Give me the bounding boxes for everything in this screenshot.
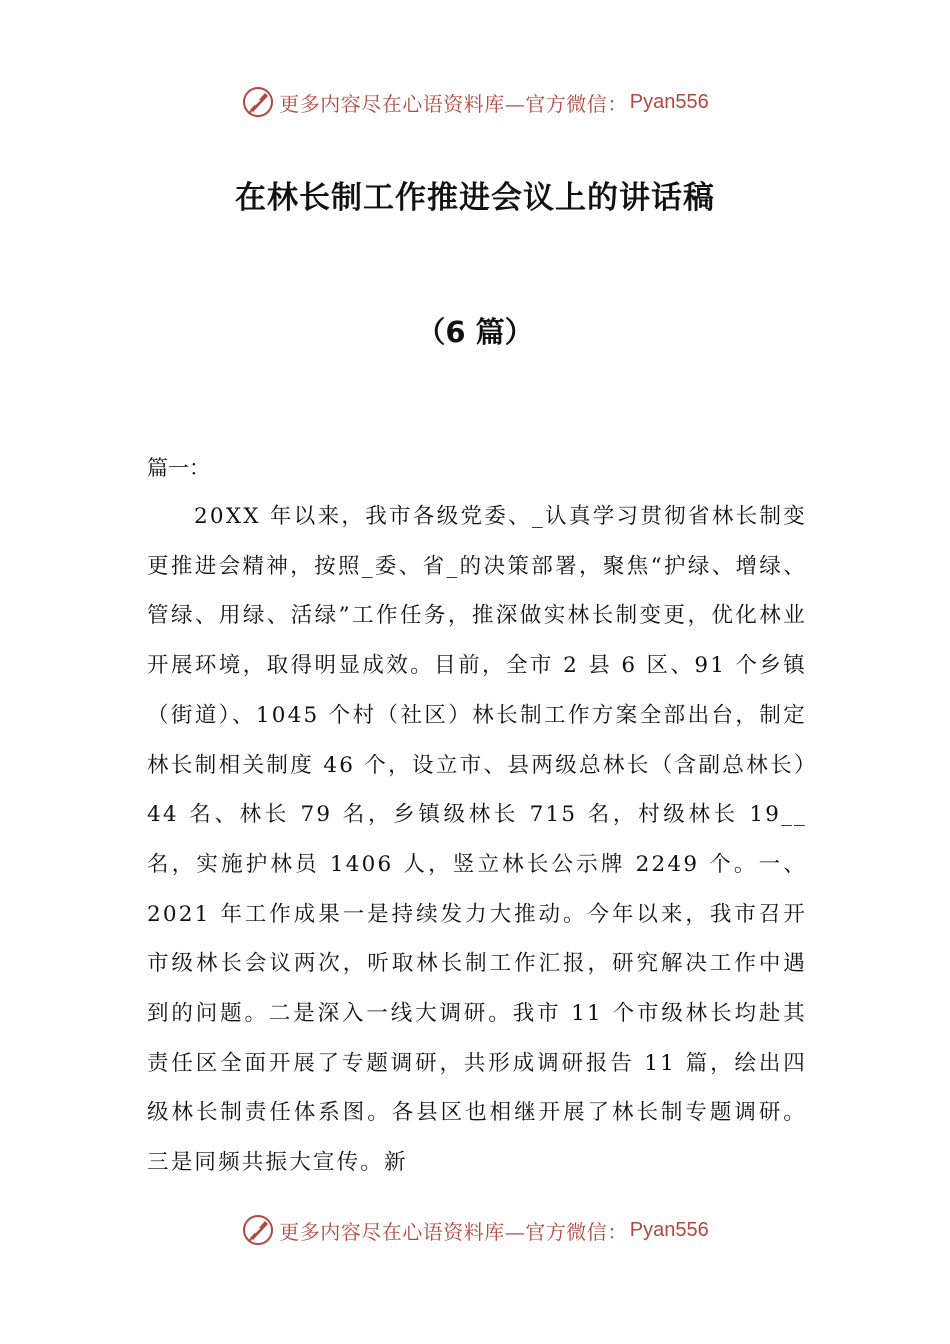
header-watermark-banner xyxy=(0,82,950,122)
footer-watermark-banner xyxy=(0,1210,950,1250)
section-label: 篇一： xyxy=(147,456,210,480)
banner-text: 更多内容尽在心语资料库—官方微信： xyxy=(279,1219,628,1244)
quill-pen-logo-icon xyxy=(241,1213,275,1247)
quill-pen-logo-icon xyxy=(241,85,275,119)
document-title: 在林长制工作推进会议上的讲话稿 xyxy=(235,180,715,216)
document-subtitle: （6 篇） xyxy=(416,315,534,349)
body-paragraph: 20XX 年以来，我市各级党委、_认真学习贯彻省林长制变更推进会精神，按照_委、省_的决策部署，聚焦“护绿、增绿、管绿、用绿、活绿”工作任务，推深做实林长制变更，优化林业开展环境，取得明显成效。目前，全市 2 县 6 区、91 个乡镇（街道）、1045 个村（社区）林长制工作方案全部出台，制定林长制相关制度 46 个，设立市、县两级总林长（含副总林长）44 名、林长 79 名，乡镇级林长 715 名，村级林长 19__名，实施护林员 1406 人，竖立林长公示牌 2249 个。一、2021 年工作成果一是持续发力大推动。今年以来，我市召开市级林长会议两次，听取林长制工作汇报，研究解决工作中遇到的问题。二是深入一线大调研。我市 11 个市级林长均赴其责任区全面开展了专题调研，共形成调研报告 11 篇，绘出四级林长制责任体系图。各县区也相继开展了林长制专题调研。三是同频共振大宣传。新 xyxy=(147,504,807,1176)
banner-wechat-handle: Pyan556 xyxy=(629,90,709,113)
banner-text: 更多内容尽在心语资料库—官方微信： xyxy=(279,91,628,116)
banner-wechat-handle: Pyan556 xyxy=(629,1218,709,1241)
